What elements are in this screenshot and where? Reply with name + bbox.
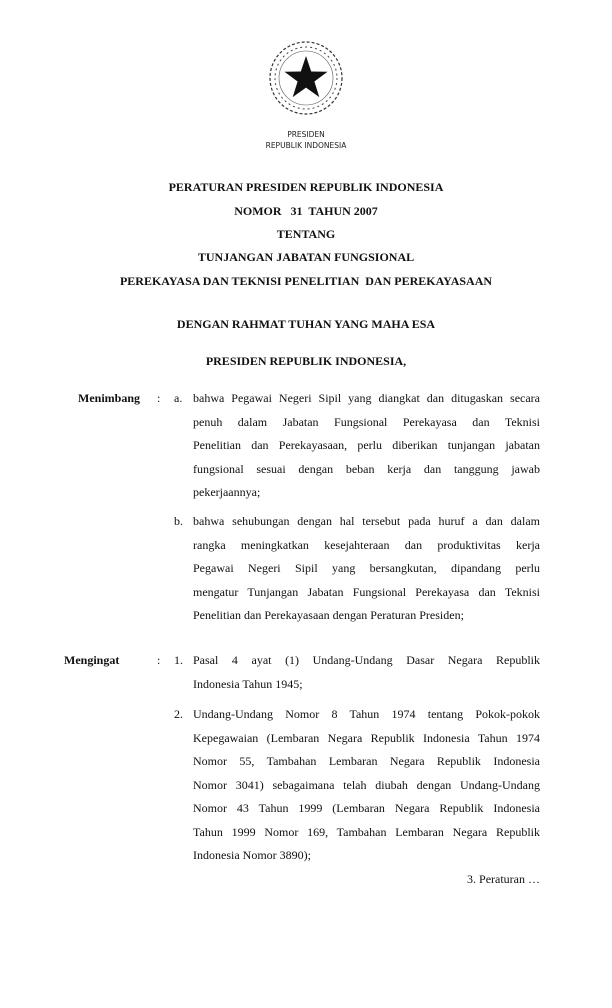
item-marker: 1. [174,653,183,667]
regulation-number: NOMOR 31 TAHUN 2007 [234,204,378,218]
section-label: Menimbang [78,391,141,405]
item-text-line: penuh dalam Jabatan Fungsional Perekayasa dan Teknisi [193,414,540,429]
item-marker: 2. [174,707,183,721]
item-text-line: Indonesia Nomor 3890); [193,848,311,862]
item-text-line: pekerjaannya; [193,485,261,499]
item-text-line: Indonesia Tahun 1945; [193,676,303,691]
regulation-subject-line1: TUNJANGAN JABATAN FUNGSIONAL [197,250,415,264]
letterhead-republik-indonesia: REPUBLIK INDONESIA [265,141,347,150]
item-text-line: fungsional sesuai dengan beban kerja dan tanggung jawab [193,461,540,476]
item-text-line: Tahun 1999 Nomor 169, Tambahan Lembaran Negara Republik [193,824,540,839]
item-text-line: Pasal 4 ayat (1) Undang-Undang Dasar Negara Republik [193,653,540,667]
item-text-line: Nomor 43 Tahun 1999 (Lembaran Negara Republik Indonesia [193,801,540,815]
item-text-line: Nomor 3041) sebagaimana telah diubah dengan Undang-Undang [193,777,540,792]
regulation-about: TENTANG [276,227,336,241]
item-text-line: Pegawai Negeri Sipil yang bersangkutan, dipandang perlu [193,561,540,575]
item-text-line: mengatur Tunjangan Jabatan Fungsional Perekayasa dan Teknisi [193,584,540,599]
authority: PRESIDEN REPUBLIK INDONESIA, [205,354,407,368]
section-colon: : [157,653,161,667]
item-text-line: Penelitian dan Perekayasaan, perlu diberikan tunjangan jabatan [193,438,540,452]
letterhead-presiden: PRESIDEN [287,130,325,139]
item-text-line: bahwa sehubungan dengan hal tersebut pada huruf a dan dalam [193,514,540,528]
section-colon: : [157,391,161,405]
item-text-line: Undang-Undang Nomor 8 Tahun 1974 tentang Pokok-pokok [193,707,540,721]
regulation-subject-line2: PEREKAYASA DAN TEKNISI PENELITIAN DAN PEREKAYASAAN [119,274,493,288]
garuda-emblem-icon [266,38,346,118]
continuation-note: 3. Peraturan … [467,872,540,886]
item-text-line: rangka meningkatkan kesejahteraan dan produktivitas kerja [193,537,540,552]
item-text-line: Nomor 55, Tambahan Lembaran Negara Republik Indonesia [193,754,540,768]
invocation: DENGAN RAHMAT TUHAN YANG MAHA ESA [176,317,436,331]
regulation-title: PERATURAN PRESIDEN REPUBLIK INDONESIA [168,180,444,194]
item-text-line: Penelitian dan Perekayasaan dengan Peraturan Presiden; [193,608,464,622]
item-marker: b. [174,514,183,528]
item-marker: a. [174,391,183,405]
section-label: Mengingat [64,653,120,667]
item-text-line: bahwa Pegawai Negeri Sipil yang diangkat dan ditugaskan secara [193,391,540,405]
item-text-line: Kepegawaian (Lembaran Negara Republik Indonesia Tahun 1974 [193,730,540,745]
